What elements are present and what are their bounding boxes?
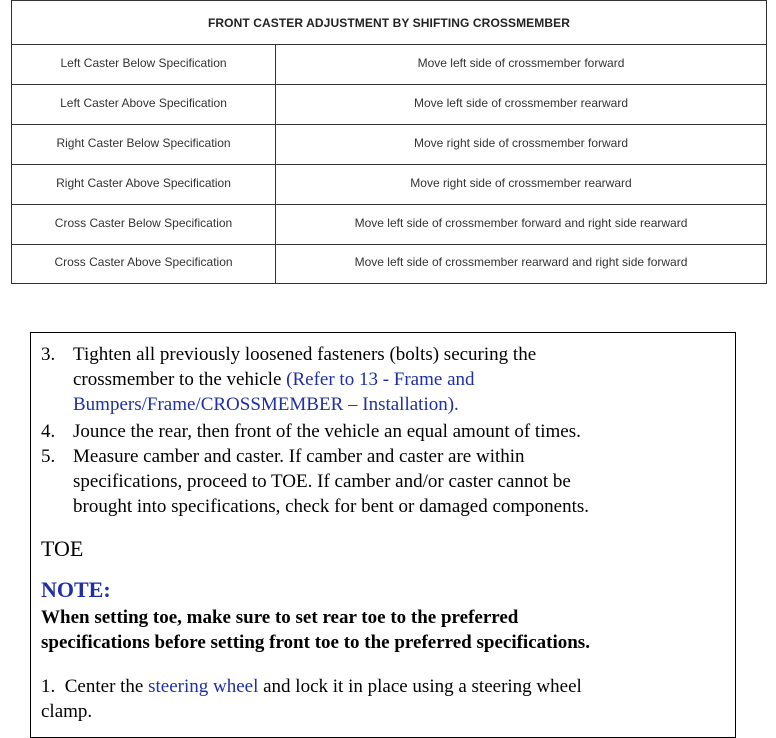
condition-cell: Cross Caster Below Specification <box>12 205 276 244</box>
condition-cell: Cross Caster Above Specification <box>12 245 276 283</box>
step-text: and lock it in place using a steering wheel <box>258 676 582 697</box>
reference-link[interactable]: Bumpers/Frame/CROSSMEMBER – Installation). <box>73 394 459 415</box>
step-number: 5. <box>41 446 56 467</box>
caster-adjustment-table <box>11 0 767 284</box>
step-text: brought into specifications, check for bent or damaged components. <box>73 496 590 517</box>
table-row <box>12 205 766 245</box>
table-row <box>12 165 766 205</box>
step-text: Tighten all previously loosened fasteners (bolts) securing the <box>73 344 537 365</box>
step-number: 1. <box>41 676 56 697</box>
step-text: Jounce the rear, then front of the vehicle an equal amount of times. <box>73 421 581 442</box>
step-text: clamp. <box>41 701 93 722</box>
action-cell: Move left side of crossmember forward <box>417 55 625 70</box>
step-5 <box>41 444 589 519</box>
toe-step-1 <box>41 674 721 724</box>
reference-link[interactable]: (Refer to 13 - Frame and <box>286 369 475 390</box>
action-cell: Move right side of crossmember forward <box>413 135 629 150</box>
action-cell: Move left side of crossmember forward and right side rearward <box>354 215 688 230</box>
procedure-box <box>30 332 736 738</box>
steering-wheel-link[interactable]: steering wheel <box>148 676 259 697</box>
toe-heading: TOE <box>41 536 84 561</box>
table-row <box>12 45 766 85</box>
condition-cell: Right Caster Above Specification <box>12 165 276 204</box>
table-title: FRONT CASTER ADJUSTMENT BY SHIFTING CROSSMEMBER <box>12 1 766 45</box>
note-label: NOTE: <box>41 577 111 602</box>
condition-cell: Right Caster Below Specification <box>12 125 276 164</box>
step-text: Measure camber and caster. If camber and caster are within <box>73 446 525 467</box>
table-row <box>12 245 766 283</box>
step-4 <box>41 419 581 444</box>
step-number: 4. <box>41 421 56 442</box>
step-text: crossmember to the vehicle <box>73 369 287 390</box>
condition-cell: Left Caster Above Specification <box>12 85 276 124</box>
action-cell: Move right side of crossmember rearward <box>410 175 632 190</box>
action-cell: Move left side of crossmember rearward and right side forward <box>354 255 688 269</box>
table-row <box>12 85 766 125</box>
step-3 <box>41 342 536 417</box>
table-row <box>12 125 766 165</box>
step-text: Center the <box>64 676 149 697</box>
note-text <box>41 605 721 655</box>
action-cell: Move left side of crossmember rearward <box>413 95 629 110</box>
note-line: When setting toe, make sure to set rear toe to the preferred <box>41 607 519 628</box>
condition-cell: Left Caster Below Specification <box>12 45 276 84</box>
step-text: specifications, proceed to TOE. If camber and/or caster cannot be <box>73 471 571 492</box>
note-line: specifications before setting front toe to the preferred specifications. <box>41 632 590 653</box>
step-number: 3. <box>41 344 56 365</box>
